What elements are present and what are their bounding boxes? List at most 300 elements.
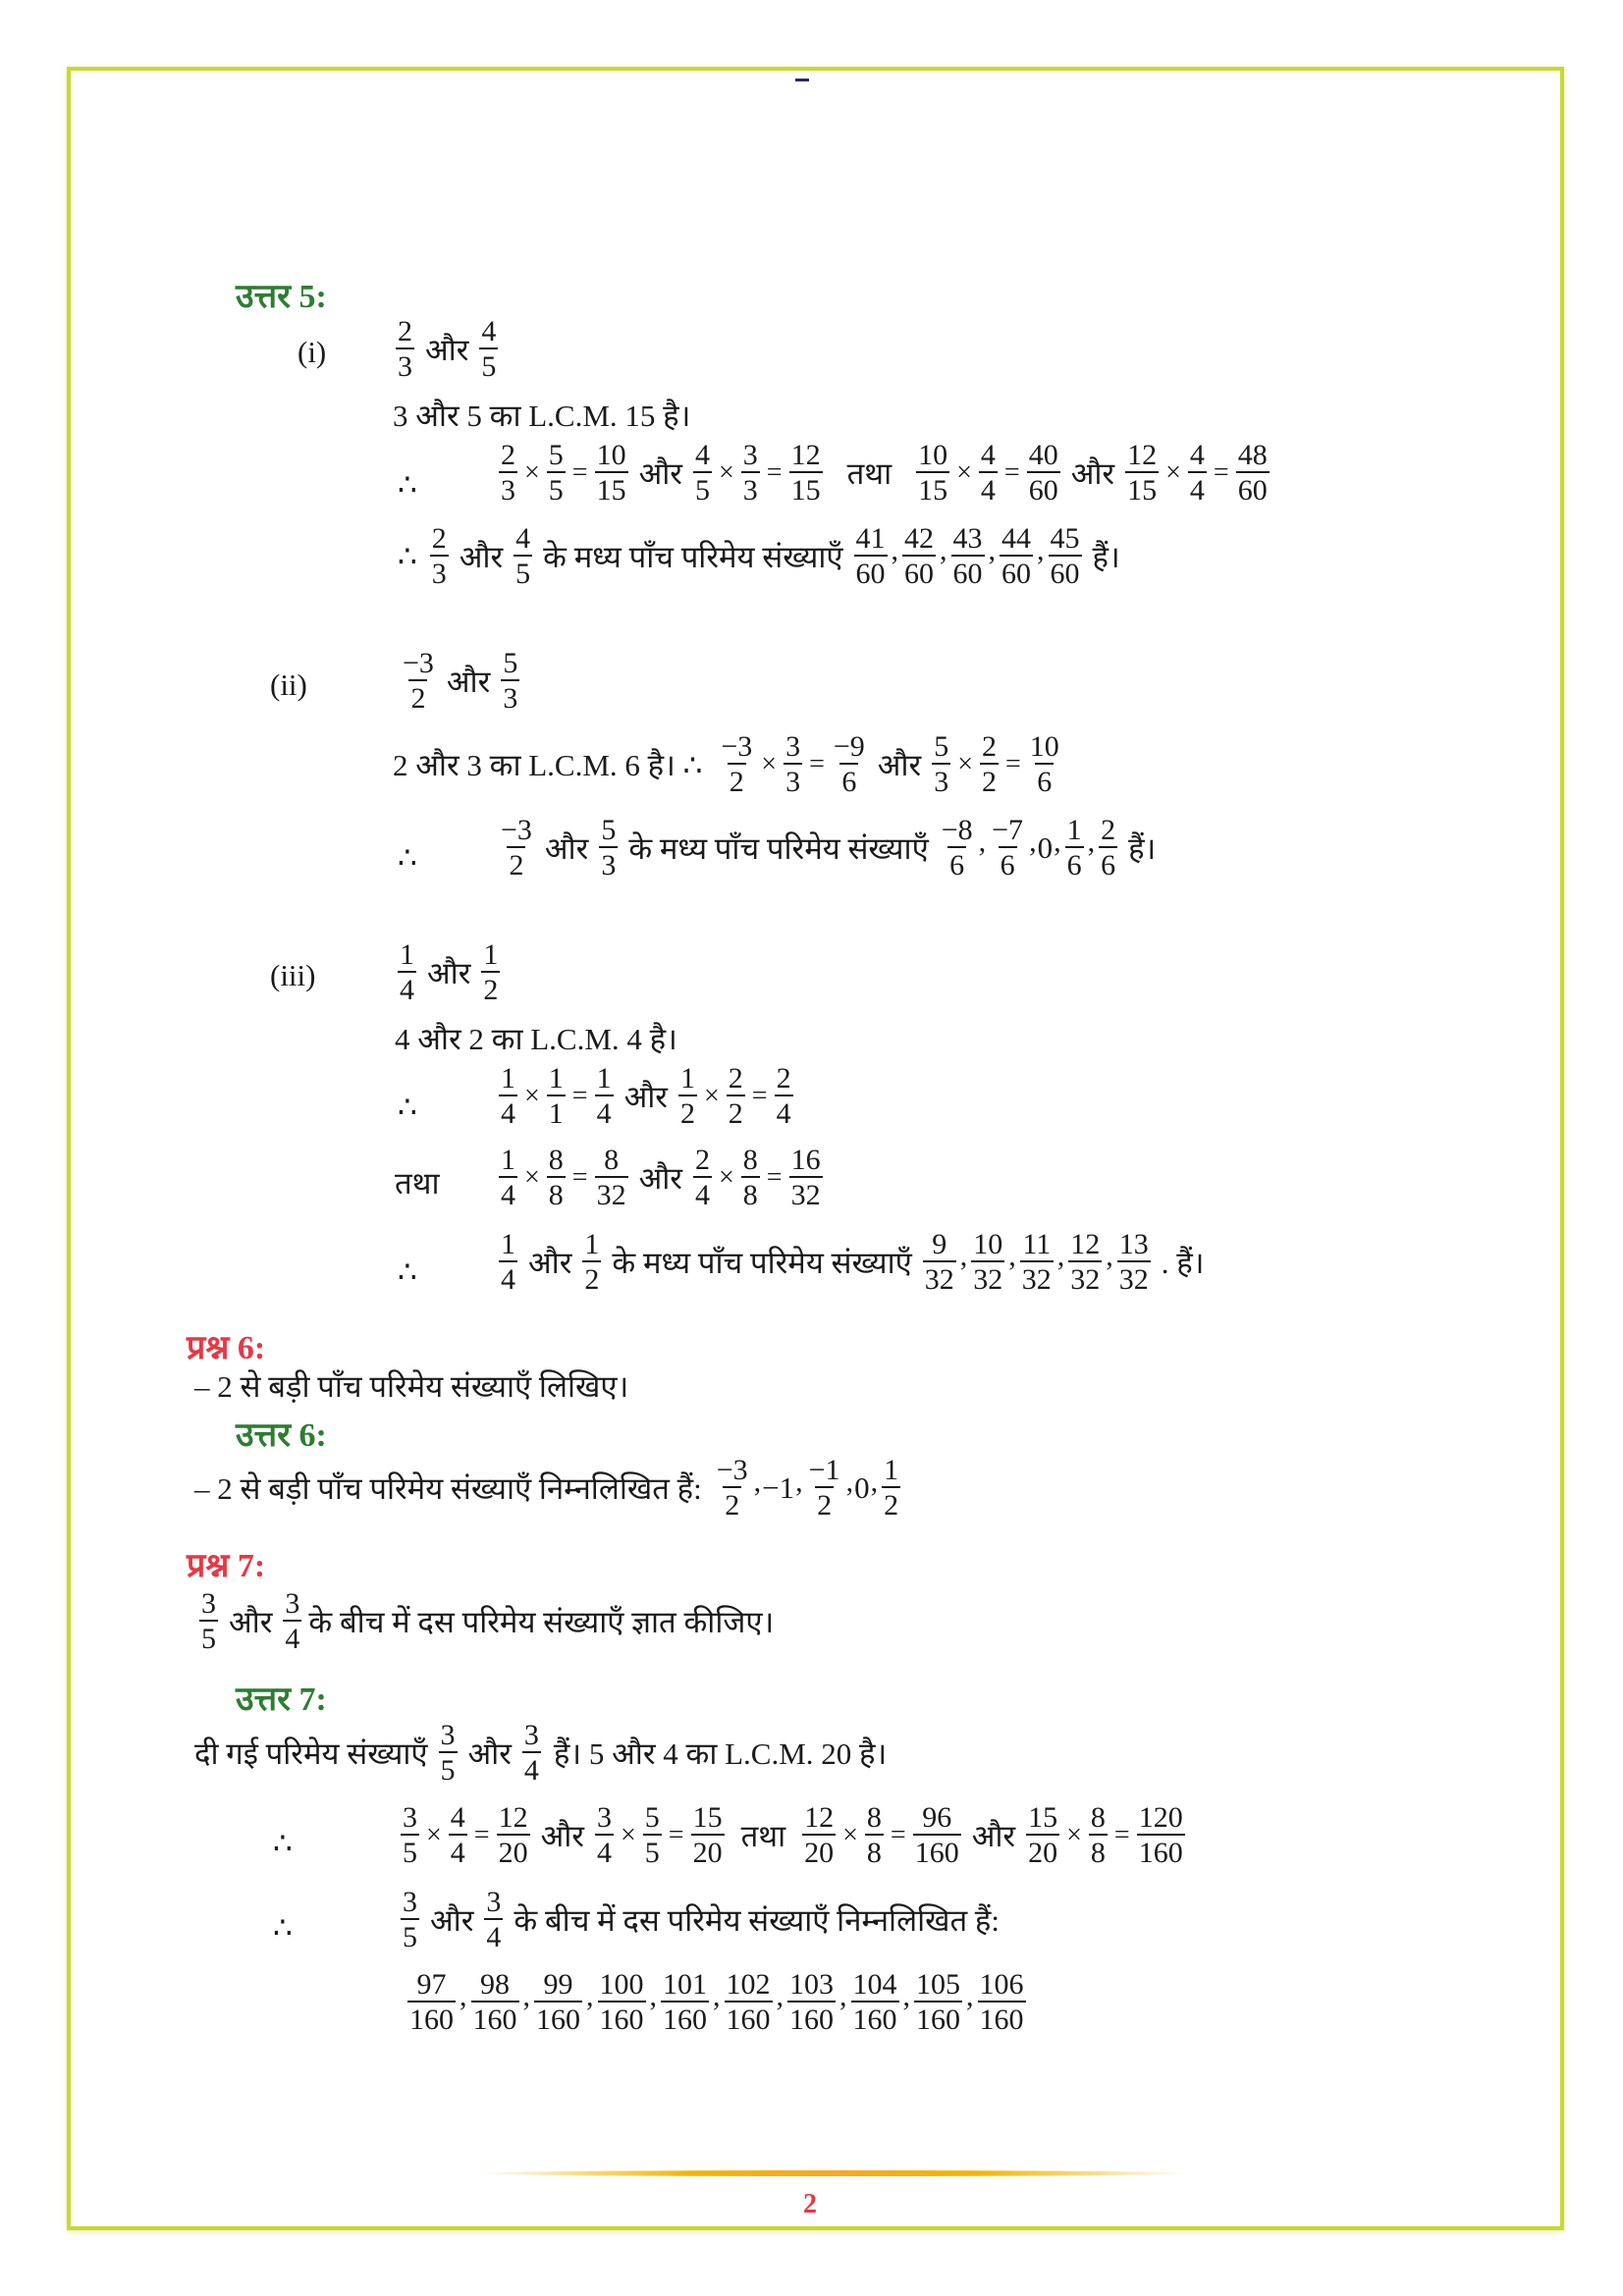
math-text: 6 (1065, 846, 1084, 881)
fraction (691, 1802, 725, 1868)
math-text: = (1003, 456, 1020, 488)
fraction (499, 815, 534, 881)
fraction (497, 1802, 530, 1868)
math-text: 4 (499, 1260, 517, 1296)
math-text: , (845, 1466, 854, 1498)
math-text: और (971, 1818, 1016, 1853)
math-text: , (902, 1980, 910, 2012)
math-text: और (623, 1079, 668, 1114)
math-text: 1 (884, 1454, 899, 1486)
answer-7-intro (194, 1720, 887, 1786)
math-text: और (427, 955, 471, 990)
question-7-body (196, 1588, 774, 1654)
math-text: 160 (534, 2001, 582, 2036)
math-text: , (870, 1466, 879, 1498)
math-text: −3 (716, 1454, 748, 1486)
math-text: 3 (599, 846, 618, 881)
math-text: , (753, 1466, 762, 1498)
fraction (430, 523, 449, 589)
math-text: 106 (979, 1968, 1024, 2001)
math-text: 5 (601, 814, 617, 846)
math-text: , (1054, 826, 1061, 858)
fraction (1236, 440, 1270, 506)
math-text: × (761, 748, 778, 779)
question-6-heading: प्रश्न 6: (187, 1330, 266, 1366)
math-text: 2 (815, 1486, 834, 1522)
fraction (401, 648, 436, 714)
math-text: ∴ (398, 538, 417, 573)
math-text: 160 (851, 2001, 899, 2036)
fraction (598, 1969, 646, 2035)
math-text: 2 (728, 763, 746, 798)
math-text: 3 (932, 763, 950, 798)
math-text: 4 (499, 1095, 517, 1130)
math-text: × (524, 456, 540, 488)
part-i-result (398, 523, 1128, 589)
fraction (479, 316, 498, 382)
math-text: 13 (1118, 1228, 1149, 1260)
fraction (1026, 1802, 1059, 1868)
math-text: −3 (403, 647, 434, 679)
math-text: 60 (1049, 555, 1082, 590)
math-text: 42 (904, 522, 935, 555)
fraction (1089, 1802, 1108, 1868)
math-text: 5 (199, 1620, 218, 1655)
answer-6-body (194, 1455, 903, 1521)
fraction (913, 1802, 961, 1868)
math-text: और (467, 1735, 512, 1771)
math-text: 15 (595, 471, 628, 507)
math-text: 4 (1189, 439, 1205, 471)
fraction (882, 1455, 900, 1521)
math-text: × (1066, 1819, 1082, 1850)
math-text: हैं। (1128, 830, 1157, 866)
math-text: , (940, 534, 947, 566)
math-text: , (978, 826, 987, 858)
math-text: 32 (1020, 1260, 1054, 1296)
math-text: 4 (1188, 471, 1207, 507)
fraction (484, 1887, 503, 1952)
math-text: 5 (643, 1834, 662, 1869)
math-text: −1 (808, 1454, 840, 1486)
top-mark (795, 79, 809, 81)
math-text: 5 (503, 647, 518, 679)
fraction (401, 1802, 419, 1868)
math-text: = (1113, 1819, 1130, 1850)
math-text: , (795, 1466, 803, 1498)
math-text: −1 (762, 1469, 795, 1505)
fraction (396, 316, 414, 382)
math-text: 8 (1089, 1834, 1108, 1869)
fraction (1117, 1229, 1151, 1295)
math-text: 44 (1001, 522, 1032, 555)
math-text: × (704, 1080, 720, 1111)
math-text: , (1056, 1240, 1065, 1272)
math-text: 3 (523, 1719, 539, 1751)
math-text: और (425, 332, 469, 367)
math-text: −3 (721, 730, 753, 763)
math-text: 8 (742, 1144, 758, 1176)
math-text: 4 (398, 971, 416, 1006)
math-text: 2 (408, 679, 427, 715)
math-text: 3 (597, 1801, 612, 1834)
math-text: 1 (1066, 814, 1082, 846)
math-text: 8 (741, 1176, 760, 1211)
math-text: 60 (854, 555, 888, 590)
fraction (902, 523, 936, 589)
math-text: दी गई परिमेय संख्याएँ (194, 1735, 428, 1771)
math-text: के मध्य पाँच परिमेय संख्याएँ (628, 830, 929, 866)
math-text: 8 (865, 1834, 884, 1869)
fraction (595, 1063, 614, 1129)
math-text: 16 (790, 1144, 821, 1176)
math-text: = (571, 456, 588, 488)
answer-7-result-text (398, 1887, 1007, 1952)
math-text: 2 (882, 1486, 900, 1522)
question-7-heading: प्रश्न 7: (187, 1548, 266, 1584)
math-text: और (638, 1160, 682, 1196)
math-text: = (809, 748, 825, 779)
math-text: 6 (999, 846, 1017, 881)
fraction (499, 1063, 517, 1129)
fraction (715, 1455, 750, 1521)
therefore-symbol: ∴ (398, 1255, 417, 1289)
math-text: 5 (479, 347, 498, 383)
math-text: , (1029, 826, 1037, 858)
math-text: 60 (902, 555, 936, 590)
math-text: 20 (497, 1834, 530, 1869)
fraction (1000, 523, 1033, 589)
math-text: 120 (1138, 1801, 1183, 1834)
fraction (501, 648, 519, 714)
math-text: 160 (1137, 1834, 1185, 1869)
math-text: 4 (515, 522, 531, 555)
math-text: 12 (1127, 439, 1158, 471)
math-text: 2 (431, 522, 447, 555)
math-text: और (877, 747, 922, 782)
fraction (932, 731, 950, 797)
fraction (643, 1802, 662, 1868)
math-text: 3 (403, 1886, 417, 1918)
math-text: 2 (981, 730, 997, 763)
math-text: 12 (498, 1801, 528, 1834)
math-text: , (522, 1980, 530, 2012)
math-text: 2 (1101, 814, 1116, 846)
math-text: × (842, 1819, 858, 1850)
math-text: 4 (980, 439, 996, 471)
math-text: 3 (285, 1587, 300, 1620)
math-text: −3 (501, 814, 532, 846)
part-iii-step1 (496, 1063, 796, 1129)
math-text: . हैं। (1161, 1245, 1205, 1280)
math-text: 160 (661, 2001, 709, 2036)
math-text: 6 (947, 846, 966, 881)
math-text: 10 (1029, 730, 1059, 763)
fraction (741, 440, 760, 506)
math-text: – 2 से बड़ी पाँच परिमेय संख्याएँ निम्नलिखित हैं: (194, 1470, 702, 1506)
fraction (787, 1969, 836, 2035)
math-text: 5 (693, 471, 712, 507)
fraction (719, 731, 754, 797)
math-text: , (839, 1980, 847, 2012)
math-text: के मध्य पाँच परिमेय संख्याएँ (543, 539, 843, 574)
math-text: 1 (400, 938, 414, 971)
fraction (595, 1802, 614, 1868)
math-text: और (638, 455, 682, 491)
fraction (854, 523, 888, 589)
math-text: 4 (979, 471, 998, 507)
math-text: 2 (481, 971, 500, 1006)
fraction (1188, 440, 1207, 506)
fraction (802, 1802, 836, 1868)
math-text: 1 (501, 1062, 515, 1095)
part-ii-label: (ii) (270, 667, 307, 702)
math-text: 4 (595, 1095, 614, 1130)
fraction (499, 440, 517, 506)
part-ii-step (393, 731, 1064, 797)
fraction (1099, 815, 1117, 881)
part-iii-result (496, 1229, 1213, 1295)
math-text: 0 (854, 1469, 870, 1505)
math-text: 32 (923, 1260, 956, 1296)
math-text: 3 (430, 555, 449, 590)
math-text: 5 (401, 1834, 419, 1869)
math-text: 48 (1237, 439, 1268, 471)
math-text: 12 (790, 439, 821, 471)
part-i-label: (i) (298, 335, 327, 369)
math-text: −8 (941, 814, 973, 846)
math-text: 45 (1050, 522, 1080, 555)
math-text: 2 (398, 315, 412, 347)
math-text: −7 (992, 814, 1024, 846)
math-text: 2 (980, 763, 999, 798)
math-text: 96 (922, 1801, 952, 1834)
fraction (951, 523, 985, 589)
math-text: 10 (918, 439, 948, 471)
math-text: 105 (916, 1968, 960, 2001)
fraction (971, 1229, 1004, 1295)
answer-5-heading: उत्तर 5: (236, 279, 327, 315)
math-text: 32 (595, 1176, 628, 1211)
math-text: 3 (396, 347, 414, 383)
fraction (851, 1969, 899, 2035)
part-i-lcm: 3 और 5 का L.C.M. 15 है। (393, 399, 691, 433)
fraction (449, 1802, 467, 1868)
fraction (727, 1063, 745, 1129)
fraction (923, 1229, 956, 1295)
fraction (407, 1969, 456, 2035)
math-text: 4 (693, 1176, 712, 1211)
math-text: तथा (740, 1818, 786, 1853)
fraction (499, 1145, 517, 1210)
math-text: 2 (678, 1095, 697, 1130)
fraction (784, 731, 802, 797)
math-text: = (571, 1161, 588, 1193)
math-text: और (528, 1245, 572, 1280)
math-text: , (1008, 1240, 1016, 1272)
math-text: 5 (514, 555, 532, 590)
math-text: 15 (1125, 471, 1159, 507)
math-text: और (544, 830, 589, 866)
part-ii-result (496, 815, 1163, 881)
math-text: के मध्य पाँच परिमेय संख्याएँ (612, 1245, 912, 1280)
part-iii-lcm: 4 और 2 का L.C.M. 4 है। (395, 1022, 677, 1056)
math-text: 15 (1028, 1801, 1058, 1834)
math-text: 41 (855, 522, 886, 555)
math-text: 8 (548, 1144, 564, 1176)
math-text: 2 (728, 1062, 743, 1095)
math-text: 4 (775, 1095, 793, 1130)
math-text: 4 (522, 1751, 541, 1787)
math-text: 5 (547, 471, 566, 507)
math-text: , (460, 1980, 467, 2012)
fraction (789, 440, 823, 506)
tatha-label: तथा (395, 1166, 440, 1201)
math-text: के बीच में दस परिमेय संख्याएँ ज्ञात कीजिए। (308, 1604, 775, 1639)
math-text: = (766, 1161, 783, 1193)
math-text: 4 (450, 1801, 465, 1834)
math-text: 5 (401, 1918, 419, 1953)
fraction (471, 1969, 519, 2035)
math-text: 3 (785, 730, 801, 763)
math-text: हैं। (1092, 539, 1120, 574)
footer-divider (478, 2170, 1191, 2176)
math-text: × (524, 1080, 540, 1111)
fraction (547, 1145, 566, 1210)
math-text: 100 (599, 1968, 644, 2001)
fraction (534, 1969, 582, 2035)
math-text: 60 (1236, 471, 1270, 507)
math-text: 43 (952, 522, 983, 555)
math-text: 6 (1035, 763, 1054, 798)
math-text: 60 (1000, 555, 1033, 590)
math-text: 1 (501, 1144, 515, 1176)
math-text: और (229, 1604, 273, 1639)
math-text: 3 (201, 1587, 216, 1620)
fraction (865, 1802, 884, 1868)
math-text: 3 (501, 679, 519, 715)
math-text: और (446, 664, 491, 699)
math-text: 99 (543, 1968, 573, 2001)
fraction (522, 1720, 541, 1786)
math-text: 10 (973, 1228, 1003, 1260)
fraction (775, 1063, 793, 1129)
math-text: 9 (932, 1228, 947, 1260)
math-text: 10 (596, 439, 626, 471)
math-text: = (751, 1080, 768, 1111)
math-text: 160 (407, 2001, 456, 2036)
fraction (199, 1588, 218, 1654)
part-i-given (393, 316, 501, 382)
math-text: , (988, 534, 997, 566)
math-text: 32 (1117, 1260, 1151, 1296)
fraction (940, 815, 975, 881)
math-text: = (668, 1819, 684, 1850)
math-text: 32 (1068, 1260, 1102, 1296)
math-text: 6 (1099, 846, 1117, 881)
fraction (595, 440, 628, 506)
fraction (481, 939, 500, 1005)
fraction (990, 815, 1025, 881)
fraction (980, 731, 999, 797)
fraction (1125, 440, 1159, 506)
fraction (978, 1969, 1026, 2035)
math-text: 1 (483, 938, 499, 971)
fraction (499, 1229, 517, 1295)
math-text: 98 (480, 1968, 510, 2001)
math-text: 160 (725, 2001, 773, 2036)
math-text: 97 (416, 1968, 447, 2001)
math-text: , (891, 534, 899, 566)
math-text: और (540, 1818, 584, 1853)
math-text: 3 (440, 1719, 456, 1751)
math-text: 3 (742, 439, 758, 471)
math-text: 32 (971, 1260, 1004, 1296)
math-text: 20 (1026, 1834, 1059, 1869)
fraction (693, 440, 712, 506)
math-text: 3 (486, 1886, 502, 1918)
fraction (547, 1063, 566, 1129)
math-text: 5 (439, 1751, 458, 1787)
math-text: 1 (596, 1062, 612, 1095)
math-text: 4 (595, 1834, 614, 1869)
math-text: 2 (695, 1144, 710, 1176)
fraction (398, 939, 416, 1005)
answer-6-heading: उत्तर 6: (236, 1417, 327, 1454)
math-text: = (571, 1080, 588, 1111)
math-text: , (586, 1980, 594, 2012)
math-text: 5 (548, 439, 564, 471)
math-text: 1 (548, 1062, 564, 1095)
fraction (1068, 1229, 1102, 1295)
math-text: 160 (598, 2001, 646, 2036)
math-text: 12 (804, 1801, 835, 1834)
math-text: 2 (727, 1095, 745, 1130)
math-text: 60 (1027, 471, 1060, 507)
fraction (1137, 1802, 1185, 1868)
math-text: 1 (501, 1228, 515, 1260)
math-text: 5 (644, 1801, 660, 1834)
math-text: 4 (449, 1834, 467, 1869)
math-text: 15 (916, 471, 949, 507)
math-text: और (430, 1902, 474, 1938)
fraction (599, 815, 618, 881)
answer-7-step (398, 1802, 1188, 1868)
math-text: 4 (695, 439, 710, 471)
math-text: 6 (839, 763, 858, 798)
math-text: × (621, 1819, 636, 1850)
math-text: 20 (802, 1834, 836, 1869)
part-i-step (496, 440, 1272, 506)
math-text: 4 (484, 1918, 503, 1953)
math-text: , (1087, 826, 1096, 858)
question-6-text: – 2 से बड़ी पाँच परिमेय संख्याएँ लिखिए। (194, 1369, 629, 1404)
math-text: 60 (951, 555, 985, 590)
math-text: और (1070, 455, 1115, 491)
fraction (595, 1145, 628, 1210)
math-text: तथा (846, 455, 893, 491)
part-ii-given (398, 648, 522, 714)
math-text: 3 (403, 1801, 417, 1834)
math-text: 160 (978, 2001, 1026, 2036)
fraction (979, 440, 998, 506)
math-text: 160 (914, 2001, 962, 2036)
math-text: 5 (934, 730, 949, 763)
math-text: 3 (784, 763, 802, 798)
math-text: = (1004, 748, 1021, 779)
part-iii-given (395, 939, 503, 1005)
math-text: = (1213, 456, 1229, 488)
